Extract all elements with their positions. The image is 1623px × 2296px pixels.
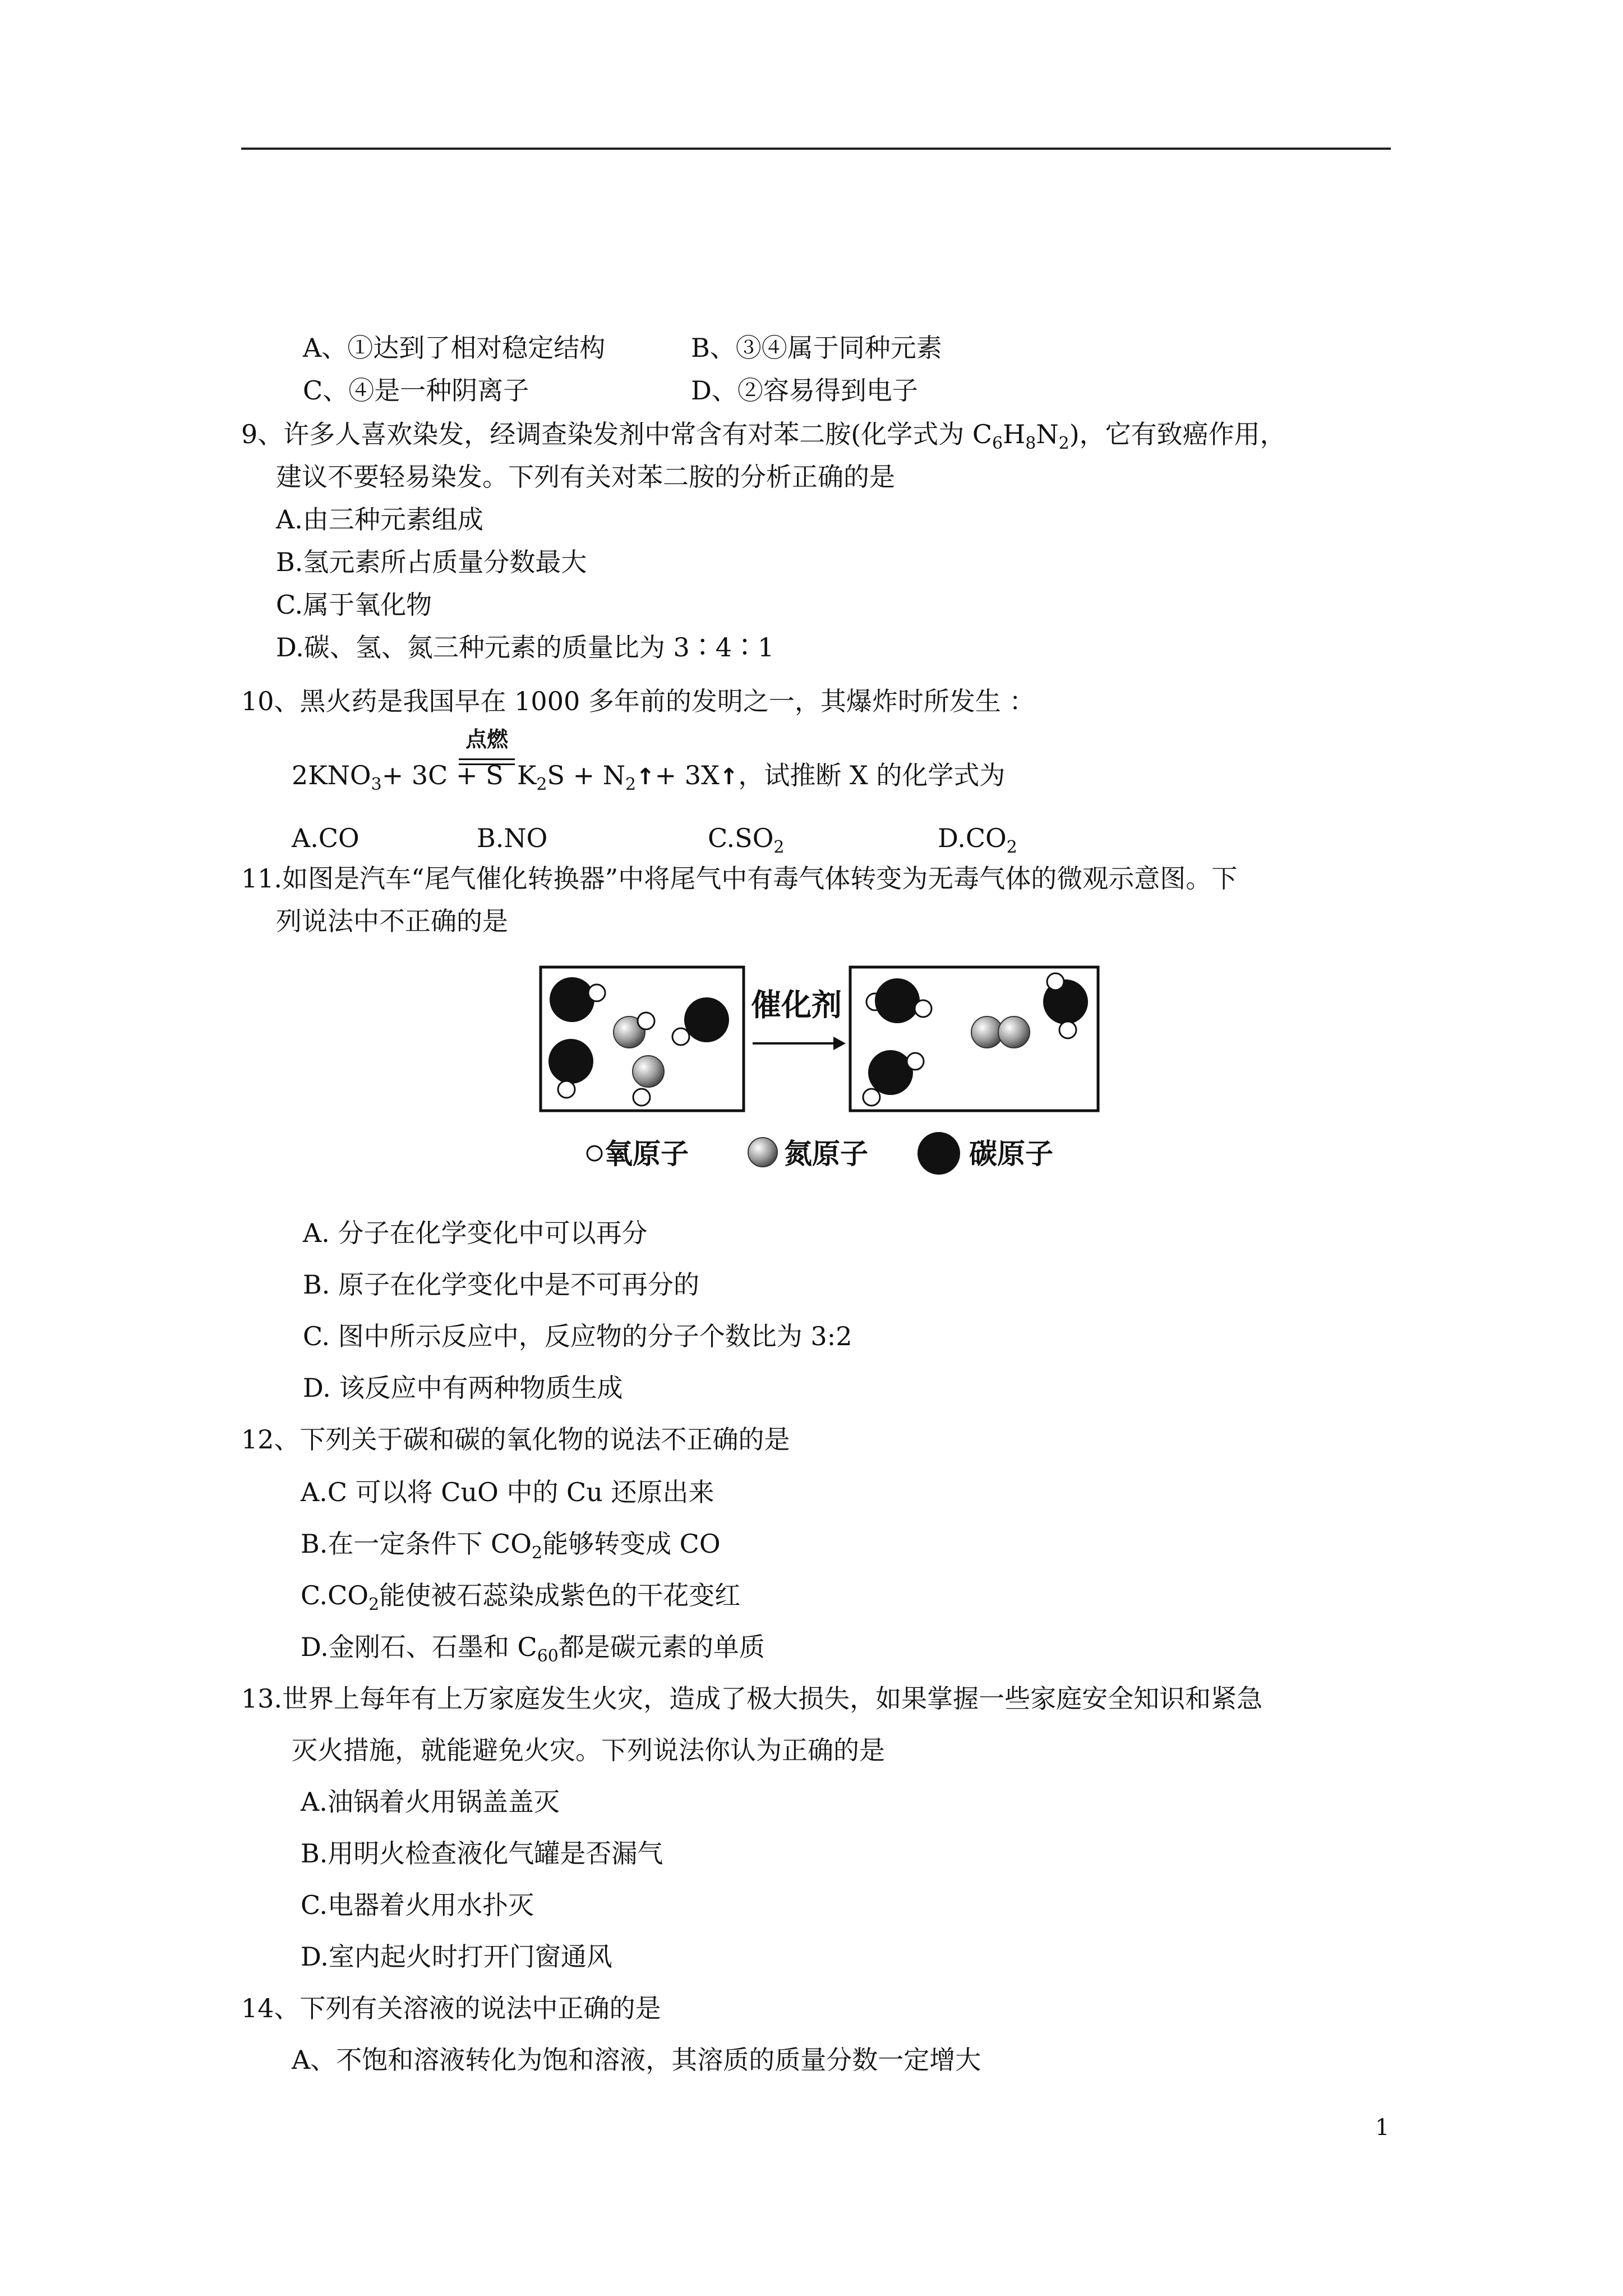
carbon-atom — [684, 997, 729, 1042]
oxygen-atom — [638, 1013, 654, 1029]
q12-option-d: D.金刚石、石墨和 $C_{60}$都是碳元素的单质 — [301, 1632, 765, 1666]
q13-option-d: D.室内起火时打开门窗通风 — [301, 1941, 612, 1972]
legend-carbon-label: 碳原子 — [969, 1138, 1053, 1170]
q11-option-b: B. 原子在化学变化中是不可再分的 — [303, 1269, 700, 1300]
q13-stem: 13.世界上每年有上万家庭发生火灾，造成了极大损失，如果掌握一些家庭安全知识和紧急 — [241, 1683, 1263, 1714]
q9-option-a: A.由三种元素组成 — [276, 504, 483, 535]
header-rule — [241, 148, 1391, 150]
q12-option-a: A.C 可以将 CuO 中的 Cu 还原出来 — [301, 1477, 714, 1507]
page-number: 1 — [1375, 2115, 1390, 2141]
q12-option-c: $C.CO_2$能使被石蕊染成紫色的干花变红 — [301, 1580, 741, 1614]
oxygen-atom — [588, 984, 605, 1001]
q11-option-d: D. 该反应中有两种物质生成 — [303, 1373, 623, 1403]
q10-option-a: A.CO — [292, 823, 359, 853]
q10-option-d: $D.CO_2$ — [938, 823, 1017, 857]
legend-oxygen-icon — [587, 1146, 602, 1161]
oxygen-atom — [1059, 1022, 1076, 1038]
q10-option-b: B.NO — [477, 823, 548, 853]
gas-arrow-icon: ↑ — [719, 764, 739, 790]
catalytic-converter-diagram — [538, 965, 1110, 1178]
q10-stem: 10、黑火药是我国早在 1000 多年前的发明之一，其爆炸时所发生 ： — [241, 686, 1035, 716]
q13-option-c: C.电器着火用水扑灭 — [301, 1890, 534, 1920]
q9-option-d: D.碳、氢、氮三种元素的质量比为 3∶4∶1 — [276, 632, 774, 662]
carbon-atom — [548, 1039, 593, 1084]
oxygen-atom — [672, 1028, 689, 1045]
q9-option-b: B.氢元素所占质量分数最大 — [276, 547, 587, 577]
q12-stem: 12、下列关于碳和碳的氧化物的说法不正确的是 — [241, 1424, 790, 1455]
oxygen-atom — [907, 1053, 924, 1070]
q8-option-c: C、④是一种阴离子 — [303, 375, 529, 406]
q10-equation-right: $K_2S$ + $N_2↑+$ 3X↑，试推断 X 的化学式为 — [517, 760, 1006, 794]
legend-nitrogen-label: 氮原子 — [784, 1138, 868, 1170]
q12-option-b: B.在一定条件下 $CO_2$能够转变成 CO — [301, 1529, 721, 1563]
q8-option-b: B、③④属于同种元素 — [691, 333, 942, 363]
gas-arrow-icon: ↑ — [636, 764, 655, 790]
carbon-atom — [868, 1050, 913, 1095]
q13-option-b: B.用明火检查液化气罐是否漏气 — [301, 1838, 663, 1869]
legend-nitrogen-icon — [748, 1138, 777, 1167]
legend-oxygen-label: 氧原子 — [605, 1138, 689, 1170]
q13-stem-line2: 灭火措施，就能避免火灾。下列说法你认为正确的是 — [292, 1735, 885, 1765]
q10-equation-left: $2KNO_3+ 3C + S$ — [292, 760, 504, 794]
q14-stem: 14、下列有关溶液的说法中正确的是 — [241, 1993, 661, 2023]
oxygen-atom — [558, 1081, 575, 1098]
catalyst-label: 催化剂 — [751, 987, 842, 1023]
q11-option-a: A. 分子在化学变化中可以再分 — [303, 1218, 648, 1248]
q9-stem-line2: 建议不要轻易染发。下列有关对苯二胺的分析正确的是 — [276, 462, 895, 492]
oxygen-atom — [863, 1089, 880, 1106]
oxygen-atom — [633, 1089, 650, 1106]
q11-stem: 11.如图是汽车“尾气催化转换器”中将尾气中有毒气体转变为无毒气体的微观示意图。下 — [241, 863, 1238, 894]
q8-option-d: D、②容易得到电子 — [691, 375, 918, 406]
q11-stem-line2: 列说法中不正确的是 — [276, 906, 508, 936]
q9-option-c: C.属于氧化物 — [276, 590, 432, 620]
carbon-atom — [550, 977, 594, 1022]
q13-option-a: A.油锅着火用锅盖盖灭 — [301, 1787, 560, 1817]
q14-option-a: A、不饱和溶液转化为饱和溶液，其溶质的质量分数一定增大 — [292, 2045, 981, 2075]
q10-option-c: $C.SO_2$ — [708, 823, 785, 857]
nitrogen-atom — [633, 1056, 664, 1087]
q11-option-c: C. 图中所示反应中，反应物的分子个数比为 3:2 — [303, 1321, 852, 1351]
oxygen-atom — [915, 1000, 932, 1017]
reaction-condition: 点燃 — [465, 727, 508, 752]
carbon-atom — [875, 978, 920, 1023]
legend-carbon-icon — [917, 1132, 960, 1175]
q8-option-a: A、①达到了相对稳定结构 — [303, 333, 606, 363]
oxygen-atom — [1047, 973, 1064, 990]
q9-stem: 9、许多人喜欢染发，经调查染发剂中常含有对苯二胺(化学式为 $C_6H_8N_2$)，它有致癌作用， — [241, 419, 1286, 453]
nitrogen-atom — [998, 1016, 1030, 1048]
